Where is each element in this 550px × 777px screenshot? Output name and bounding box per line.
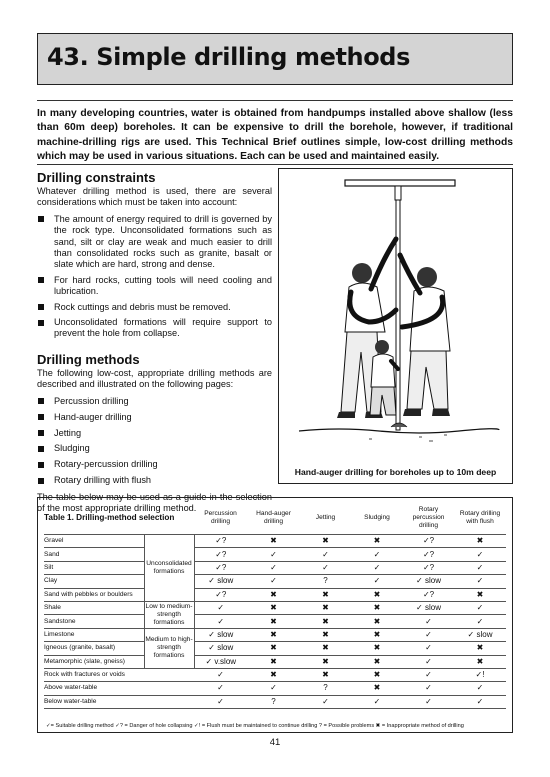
row-label: Gravel: [44, 535, 144, 548]
table-cell: ✓: [247, 548, 300, 561]
table-cell: ✓: [454, 575, 506, 588]
table-cell: ✓: [351, 695, 403, 708]
table-row: [44, 615, 506, 628]
list-item: Hand-auger drilling: [37, 412, 272, 423]
constraints-heading: Drilling constraints: [37, 170, 156, 185]
table-cell: ✓: [351, 575, 403, 588]
table-cell: ✓: [300, 548, 351, 561]
table-cell: ✓!: [454, 668, 506, 681]
table-cell: ✖: [351, 535, 403, 548]
drilling-method-table: [44, 502, 506, 709]
group-label: Medium to high-strength formations: [144, 628, 194, 668]
row-label: Shale: [44, 601, 144, 614]
list-item: The amount of energy required to drill is governed by the rock type. Unconsolidated formations such as sand, silt or clay are weak and much easier to drill than consolidated rocks such as granite, basalt or slate which are hard, strong and dense.: [37, 214, 272, 271]
divider-top: [37, 100, 513, 101]
table-cell: ✓: [194, 668, 247, 681]
table-cell: ✓: [403, 642, 454, 655]
table-cell: ✓ slow: [403, 601, 454, 614]
column-header: Sludging: [364, 514, 390, 521]
methods-closing: The table below may be used as a guide in the selection of the most appropriate drilling method.: [37, 491, 272, 514]
table-cell: ✖: [351, 615, 403, 628]
table-row: [44, 601, 506, 614]
table-cell: ✖: [351, 628, 403, 641]
methods-heading: Drilling methods: [37, 351, 140, 367]
table-cell: ✓?: [403, 548, 454, 561]
row-label: Igneous (granite, basalt): [44, 642, 144, 655]
column-header: Jetting: [315, 514, 336, 521]
table-cell: ✖: [300, 588, 351, 601]
row-label: Sand with pebbles or boulders: [44, 588, 144, 601]
column-header: Rotary percussion drilling: [412, 506, 445, 529]
table-cell: ✖: [351, 668, 403, 681]
table-row: [44, 575, 506, 588]
table-cell: ✖: [351, 588, 403, 601]
table-cell: ✓: [351, 561, 403, 574]
row-label: Metamorphic (slate, gneiss): [44, 655, 144, 668]
table-cell: ✓: [454, 561, 506, 574]
list-item: Unconsolidated formations will require support to prevent the hole from collapse.: [37, 317, 272, 340]
table-cell: ✓?: [194, 561, 247, 574]
table-row: [44, 682, 506, 695]
table-cell: ✓: [194, 695, 247, 708]
table-cell: ✓ v.slow: [194, 655, 247, 668]
table-cell: ✓?: [403, 535, 454, 548]
row-label: Below water-table: [44, 695, 194, 708]
table-cell: ✖: [351, 642, 403, 655]
table-cell: ✖: [247, 668, 300, 681]
table-cell: ✖: [247, 642, 300, 655]
table-cell: ✖: [351, 682, 403, 695]
table-cell: ✓ slow: [403, 575, 454, 588]
table-cell: ✖: [300, 628, 351, 641]
table-cell: ✓: [403, 655, 454, 668]
table-cell: ✓?: [194, 548, 247, 561]
table-row: [44, 655, 506, 668]
page-title: 43. Simple drilling methods: [47, 43, 410, 71]
table-cell: ✓: [247, 575, 300, 588]
table-cell: ✖: [247, 588, 300, 601]
table-cell: ✓: [403, 668, 454, 681]
table-cell: ✓ slow: [194, 575, 247, 588]
table-row: [44, 642, 506, 655]
column-header: Rotary drilling with flush: [459, 510, 501, 525]
table-cell: ✖: [300, 615, 351, 628]
table-row: [44, 628, 506, 641]
list-item: Rotary drilling with flush: [37, 475, 272, 486]
table-cell: ✓: [454, 682, 506, 695]
methods-lead: The following low-cost, appropriate drilling methods are described and illustrated on the following pages:: [37, 367, 272, 390]
table-cell: ✓: [247, 561, 300, 574]
table-cell: ✖: [351, 655, 403, 668]
row-label: Clay: [44, 575, 144, 588]
table-cell: ?: [300, 682, 351, 695]
list-item: For hard rocks, cutting tools will need cooling and lubrication.: [37, 275, 272, 298]
table-row: [44, 561, 506, 574]
figure-caption: Hand-auger drilling for boreholes up to 10m deep: [294, 467, 497, 477]
group-label: Unconsolidated formations: [144, 535, 194, 602]
table-cell: ✓?: [194, 535, 247, 548]
group-label: Low to medium-strength formations: [144, 601, 194, 628]
row-label: Above water-table: [44, 682, 194, 695]
table-cell: ✖: [454, 655, 506, 668]
table-cell: ✖: [454, 535, 506, 548]
table-row: [44, 535, 506, 548]
page-number: 41: [269, 737, 281, 748]
list-item: Jetting: [37, 428, 272, 439]
table-cell: ✖: [300, 668, 351, 681]
table-cell: ✓: [300, 561, 351, 574]
table-row: [44, 695, 506, 708]
left-column: [37, 168, 272, 514]
constraints-lead: Whatever drilling method is used, there are several considerations which must be taken into account:: [37, 186, 272, 208]
table-row: [44, 588, 506, 601]
table-cell: ✖: [300, 601, 351, 614]
constraints-list: [37, 214, 272, 340]
table-cell: ✓ slow: [454, 628, 506, 641]
row-label: Limestone: [44, 628, 144, 641]
table-cell: ✖: [247, 615, 300, 628]
table-cell: ✓: [247, 682, 300, 695]
table-row: [44, 548, 506, 561]
hand-auger-illustration: [279, 169, 512, 459]
methods-list: [37, 396, 272, 487]
table-cell: ?: [247, 695, 300, 708]
table-cell: ✓: [194, 682, 247, 695]
table-cell: ✖: [351, 601, 403, 614]
table-cell: ✖: [300, 655, 351, 668]
column-header: Hand-auger drilling: [256, 510, 291, 525]
table-cell: ✖: [247, 601, 300, 614]
list-item: Rock cuttings and debris must be removed.: [37, 302, 272, 313]
table-cell: ✓: [403, 682, 454, 695]
table-cell: ✓: [454, 695, 506, 708]
table-cell: ✖: [454, 642, 506, 655]
table-cell: ✓: [454, 615, 506, 628]
table-cell: ✓: [403, 628, 454, 641]
table-legend: ✓= Suitable drilling method ✓? = Danger of hole collapsing ✓! = Flush must be maintained to continue drilling ? = Possible problems ✖ = Inappropriate method of drilling: [46, 723, 464, 729]
table-cell: ✖: [300, 642, 351, 655]
illustration-frame: [278, 168, 513, 484]
column-header: Percussion drilling: [204, 510, 237, 525]
table-cell: ✓?: [403, 561, 454, 574]
title-box: [37, 33, 513, 85]
table-cell: ✓: [194, 615, 247, 628]
selection-table-frame: [37, 497, 513, 733]
table-cell: ✓: [300, 695, 351, 708]
table-cell: ✖: [247, 535, 300, 548]
table-row: [44, 668, 506, 681]
table-cell: ✓ slow: [194, 642, 247, 655]
table-cell: ✖: [300, 535, 351, 548]
intro-paragraph: In many developing countries, water is obtained from handpumps installed above shallow (less than 60m deep) boreholes. It can be expensive to drill the borehole, however, if traditional machine-drilling rigs are used. This Technical Brief outlines simple, low-cost drilling methods which may be used in various situations. Each can be used and maintained easily.: [37, 108, 513, 163]
table-cell: ✖: [247, 628, 300, 641]
table-cell: ✖: [454, 588, 506, 601]
row-label: Sand: [44, 548, 144, 561]
list-item: Sludging: [37, 443, 272, 454]
table-title: Table 1. Drilling-method selection: [44, 513, 175, 522]
table-cell: ✓?: [403, 588, 454, 601]
row-label: Rock with fractures or voids: [44, 668, 194, 681]
table-cell: ✓: [403, 695, 454, 708]
table-cell: ✓: [454, 548, 506, 561]
table-cell: ✓?: [194, 588, 247, 601]
list-item: Rotary-percussion drilling: [37, 459, 272, 470]
row-label: Silt: [44, 561, 144, 574]
table-cell: ✓: [454, 601, 506, 614]
table-cell: ✓: [194, 601, 247, 614]
table-cell: ✓: [403, 615, 454, 628]
table-cell: ?: [300, 575, 351, 588]
divider-bottom: [37, 164, 513, 165]
list-item: Percussion drilling: [37, 396, 272, 407]
table-cell: ✓ slow: [194, 628, 247, 641]
row-label: Sandstone: [44, 615, 144, 628]
table-cell: ✖: [247, 655, 300, 668]
table-cell: ✓: [351, 548, 403, 561]
